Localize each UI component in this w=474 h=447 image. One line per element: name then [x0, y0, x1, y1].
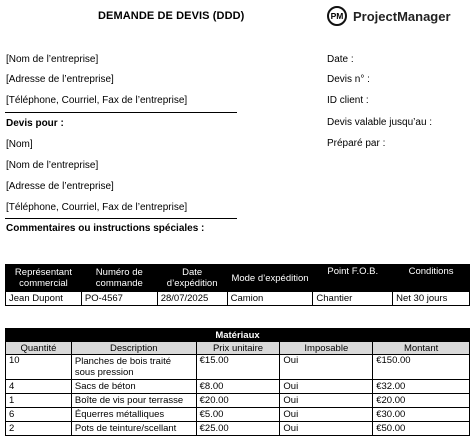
description-cell: Sacs de béton: [71, 380, 196, 394]
description-cell: Pots de teinture/scellant: [71, 422, 196, 436]
quantity-cell: 1: [6, 394, 72, 408]
quantity-cell: 4: [6, 380, 72, 394]
sales-rep-cell: Jean Dupont: [6, 292, 82, 306]
unit-price-cell: €5.00: [196, 408, 280, 422]
unit-price-cell: €25.00: [196, 422, 280, 436]
taxable-cell: Oui: [280, 422, 373, 436]
header-order-number: Numéro de commande: [81, 265, 157, 292]
header-taxable: Imposable: [280, 342, 373, 355]
prepared-by-label: Préparé par :: [327, 138, 386, 149]
logo: [327, 6, 451, 26]
order-number-cell: PO-4567: [81, 292, 157, 306]
taxable-cell: Oui: [280, 355, 373, 380]
amount-cell: €50.00: [373, 422, 470, 436]
logo-text: ProjectManager: [353, 8, 451, 24]
header-description: Description: [71, 342, 196, 355]
table-row: [6, 355, 470, 380]
header-ship-mode: Mode d’expédition: [227, 265, 313, 292]
quote-for-company: [Nom de l’entreprise]: [6, 160, 99, 171]
description-cell: Équerres métalliques: [71, 408, 196, 422]
taxable-cell: Oui: [280, 394, 373, 408]
quote-for-address: [Adresse de l’entreprise]: [6, 181, 114, 192]
quote-for-contact: [Téléphone, Courriel, Fax de l’entreprise]: [6, 202, 188, 213]
quote-for-label: Devis pour :: [6, 118, 64, 129]
client-id-label: ID client :: [327, 95, 369, 106]
shipping-table: [5, 264, 470, 306]
unit-price-cell: €8.00: [196, 380, 280, 394]
quote-for-name: [Nom]: [6, 139, 33, 150]
terms-cell: Net 30 jours: [393, 292, 470, 306]
divider: [5, 112, 237, 113]
ship-mode-cell: Camion: [227, 292, 313, 306]
comments-label: Commentaires ou instructions spéciales :: [6, 223, 205, 234]
header-quantity: Quantité: [6, 342, 72, 355]
taxable-cell: Oui: [280, 408, 373, 422]
ship-date-cell: 28/07/2025: [157, 292, 227, 306]
materials-header-row: [6, 342, 470, 355]
pm-logo-icon: PM: [327, 6, 347, 26]
quantity-cell: 10: [6, 355, 72, 380]
document-title: DEMANDE DE DEVIS (DDD): [98, 10, 245, 22]
materials-caption-row: [6, 329, 470, 342]
description-cell: Planches de bois traité sous pression: [71, 355, 196, 380]
valid-until-label: Devis valable jusqu’au :: [327, 117, 433, 128]
quantity-cell: 6: [6, 408, 72, 422]
company-contact: [Téléphone, Courriel, Fax de l’entreprise]: [6, 95, 188, 106]
shipping-header-row: [6, 265, 470, 292]
header-sales-rep: Représentant commercial: [6, 265, 82, 292]
fob-point-cell: Chantier: [313, 292, 393, 306]
header-terms: Conditions: [393, 265, 470, 292]
unit-price-cell: €20.00: [196, 394, 280, 408]
quantity-cell: 2: [6, 422, 72, 436]
header-unit-price: Prix unitaire: [196, 342, 280, 355]
amount-cell: €30.00: [373, 408, 470, 422]
header-amount: Montant: [373, 342, 470, 355]
date-label: Date :: [327, 54, 354, 65]
materials-table: [5, 328, 470, 436]
header-ship-date: Date d’expédition: [157, 265, 227, 292]
taxable-cell: Oui: [280, 380, 373, 394]
amount-cell: €150.00: [373, 355, 470, 380]
company-address: [Adresse de l’entreprise]: [6, 74, 114, 85]
table-row: [6, 394, 470, 408]
description-cell: Boîte de vis pour terrasse: [71, 394, 196, 408]
amount-cell: €20.00: [373, 394, 470, 408]
unit-price-cell: €15.00: [196, 355, 280, 380]
divider: [5, 218, 237, 219]
table-row: [6, 422, 470, 436]
table-row: [6, 292, 470, 306]
company-name: [Nom de l’entreprise]: [6, 54, 99, 65]
materials-caption: Matériaux: [6, 329, 470, 342]
quote-number-label: Devis n° :: [327, 74, 370, 85]
table-row: [6, 380, 470, 394]
header-fob-point: Point F.O.B.: [313, 265, 393, 292]
table-row: [6, 408, 470, 422]
amount-cell: €32.00: [373, 380, 470, 394]
